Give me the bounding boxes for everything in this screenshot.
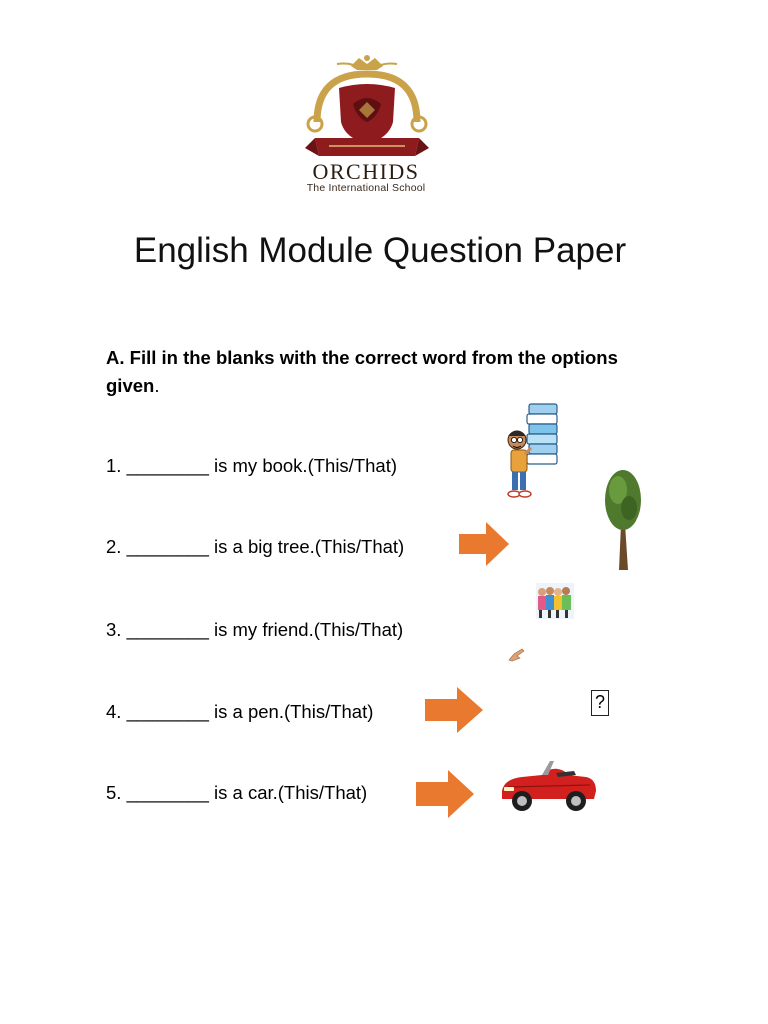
question-2: 2. ________ is a big tree.(This/That) bbox=[106, 536, 405, 557]
boy-carrying-books-icon bbox=[503, 402, 563, 500]
missing-image-glyph: ? bbox=[591, 690, 609, 716]
pointing-hand-icon bbox=[508, 646, 526, 662]
arrow-shape bbox=[416, 770, 474, 818]
arrow-right-icon bbox=[416, 770, 474, 818]
arrow-right-icon bbox=[459, 522, 509, 566]
arrow-shape bbox=[459, 522, 509, 566]
question-4: 4. ________ is a pen.(This/That) bbox=[106, 701, 374, 722]
instruction-text: A. Fill in the blanks with the correct word from the options given bbox=[106, 347, 618, 396]
logo-tagline: The International School bbox=[306, 182, 426, 194]
group-of-friends-icon bbox=[536, 583, 574, 619]
page-title: English Module Question Paper bbox=[133, 231, 627, 270]
arrow-shape bbox=[425, 687, 483, 733]
question-3: 3. ________ is my friend.(This/That) bbox=[106, 619, 404, 640]
section-a-instruction bbox=[106, 344, 676, 400]
red-convertible-car-icon bbox=[498, 757, 598, 815]
question-5: 5. ________ is a car.(This/That) bbox=[106, 782, 368, 803]
question-1: 1. ________ is my book.(This/That) bbox=[106, 455, 398, 476]
crown-emblem bbox=[337, 55, 397, 70]
tree-icon bbox=[602, 464, 644, 572]
arrow-right-icon bbox=[425, 687, 483, 733]
instruction-period: . bbox=[154, 375, 160, 396]
logo-wordmark: ORCHIDS bbox=[312, 159, 420, 184]
